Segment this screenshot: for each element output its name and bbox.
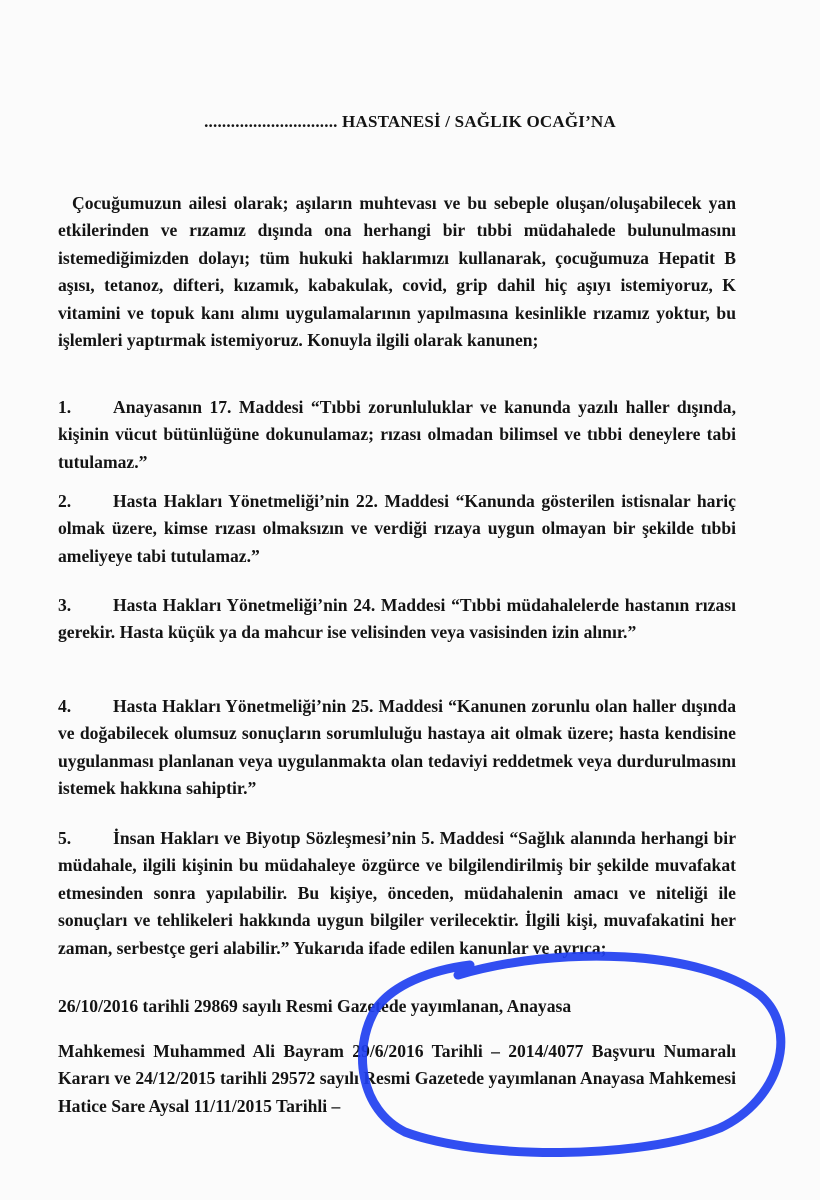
list-item [58, 488, 736, 570]
page-title: .............................. HASTANESİ / SAĞLIK OCAĞI’NA [204, 112, 616, 131]
item-text: Anayasanın 17. Maddesi “Tıbbi zorunluluklar ve kanunda yazılı haller dışında, kişinin vücut bütünlüğüne dokunulamaz; rızası olmadan bilimsel ve tıbbi deneylere tabi tutulamaz.” [58, 397, 736, 472]
item-text: İnsan Hakları ve Biyotıp Sözleşmesi’nin 5. Maddesi “Sağlık alanında herhangi bir müdahale, ilgili kişinin bu müdahaleye özgürce ve bilgilendirilmiş bir şekilde muvafakat etmesinden sonra yapılabilir. Bu kişiye, önceden, müdahalenin amacı ve niteliği ile sonuçları ve tehlikeleri hakkında uygun bilgiler verilecektir. İlgili kişi, muvafakatini her zaman, serbestçe geri alabilir.” Yukarıda ifade edilen kanunlar ve ayrıca; [58, 828, 736, 958]
list-item [58, 825, 736, 962]
intro-paragraph: Çocuğumuzun ailesi olarak; aşıların muhtevası ve bu sebeple oluşan/oluşabilecek yan etkilerinden ve rızamız dışında ona herhangi bir tıbbi müdahalede bulunulmasını istemediğimizden dolayı; tüm hukuki haklarımızı kullanarak, çocuğumuza Hepatit B aşısı, tetanoz, difteri, kızamık, kabakulak, covid, grip dahil hiç aşıyı istemiyoruz, K vitamini ve topuk kanı alımı uygulamalarının yapılmasına kesinlikle rızamız yoktur, bu işlemleri yaptırmak istemiyoruz. Konuyla ilgili olarak kanunen; [58, 193, 736, 351]
gazette-line: 26/10/2016 tarihli 29869 sayılı Resmi Gazetede yayımlanan, Anayasa [58, 996, 572, 1016]
list-item [58, 394, 736, 476]
item-text: Hasta Hakları Yönetmeliği’nin 25. Maddesi “Kanunen zorunlu olan haller dışında ve doğabilecek olumsuz sonuçların sorumluluğu hastaya ait olmak üzere; hasta kendisine uygulanması planlanan veya uygulanmakta olan tedaviyi reddetmek veya durdurulmasını istemek hakkına sahiptir.” [58, 696, 736, 799]
list-item [58, 693, 736, 803]
list-item [58, 592, 736, 647]
item-number: 5. [58, 828, 72, 848]
item-number: 4. [58, 696, 72, 716]
court-paragraph: Mahkemesi Muhammed Ali Bayram 29/6/2016 Tarihli – 2014/4077 Başvuru Numaralı Kararı ve 24/12/2015 tarihli 29572 sayılı Resmi Gazetede yayımlanan Anayasa Mahkemesi Hatice Sare Aysal 11/11/2015 Tarihli – [58, 1041, 736, 1116]
item-text: Hasta Hakları Yönetmeliği’nin 22. Maddesi “Kanunda gösterilen istisnalar hariç olmak üzere, kimse rızası olmaksızın ve verdiği rızaya uygun olmayan bir şekilde tıbbi ameliyeye tabi tutulamaz.” [58, 491, 736, 566]
item-text: Hasta Hakları Yönetmeliği’nin 24. Maddesi “Tıbbi müdahalelerde hastanın rızası gerekir. Hasta küçük ya da mahcur ise velisinden veya vasisinden izin alınır.” [58, 595, 736, 643]
item-number: 3. [58, 595, 72, 615]
item-number: 2. [58, 491, 72, 511]
item-number: 1. [58, 397, 72, 417]
